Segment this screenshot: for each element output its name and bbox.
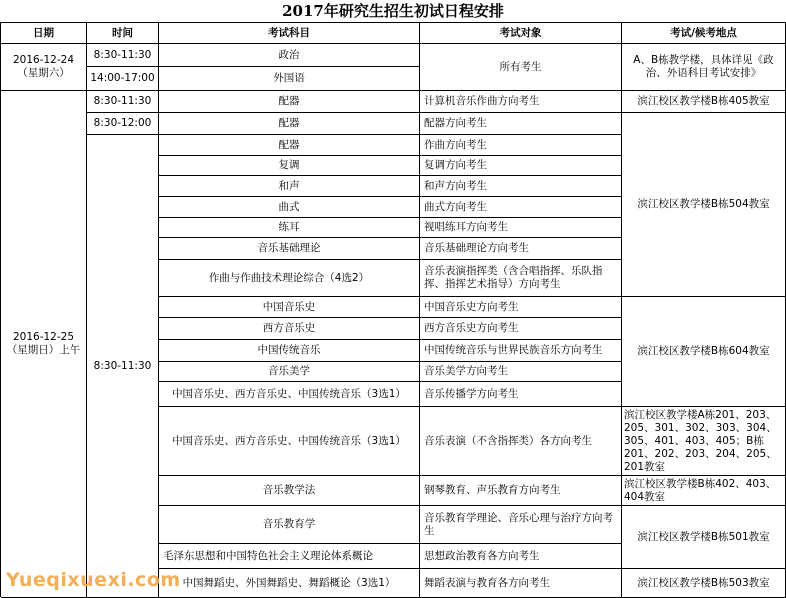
subject-cell: 作曲与作曲技术理论综合（4选2）	[159, 260, 420, 297]
subject-cell: 毛泽东思想和中国特色社会主义理论体系概论	[159, 544, 420, 569]
target-cell: 作曲方向考生	[420, 135, 622, 156]
subject-cell: 音乐教学法	[159, 476, 420, 506]
location-cell: 滨江校区教学楼B栋504教室	[622, 113, 786, 297]
subject-cell: 音乐教育学	[159, 506, 420, 544]
subject-cell: 中国舞蹈史、外国舞蹈史、舞蹈概论（3选1）	[159, 569, 420, 598]
time-cell: 8:30-11:30	[87, 44, 159, 67]
target-cell: 配器方向考生	[420, 113, 622, 135]
subject-cell: 中国传统音乐	[159, 340, 420, 362]
location-cell: 滨江校区教学楼B栋402、403、404教室	[622, 476, 786, 506]
time-cell: 8:30-11:30	[87, 135, 159, 598]
target-cell: 视唱练耳方向考生	[420, 218, 622, 238]
subject-cell: 配器	[159, 91, 420, 113]
header-subject: 考试科目	[159, 23, 420, 44]
time-cell: 14:00-17:00	[87, 67, 159, 91]
target-cell: 所有考生	[420, 44, 622, 91]
subject-cell: 和声	[159, 176, 420, 197]
subject-cell: 西方音乐史	[159, 318, 420, 340]
location-cell: 滨江校区教学楼A栋201、203、205、301、302、303、304、305、401、403、405；B栋201、202、203、204、205、201教室	[622, 407, 786, 476]
subject-cell: 政治	[159, 44, 420, 67]
location-cell: 滨江校区教学楼B栋503教室	[622, 569, 786, 598]
target-cell: 中国音乐史方向考生	[420, 297, 622, 318]
header-date: 日期	[1, 23, 87, 44]
target-cell: 计算机音乐作曲方向考生	[420, 91, 622, 113]
time-cell: 8:30-11:30	[87, 91, 159, 113]
target-cell: 曲式方向考生	[420, 197, 622, 218]
target-cell: 复调方向考生	[420, 156, 622, 176]
site-watermark: Yueqixuexi.com	[6, 569, 181, 591]
location-cell: A、B栋教学楼，具体详见《政治、外语科目考试安排》	[622, 44, 786, 91]
header-time: 时间	[87, 23, 159, 44]
subject-cell: 配器	[159, 113, 420, 135]
subject-cell: 音乐基础理论	[159, 238, 420, 260]
header-target: 考试对象	[420, 23, 622, 44]
target-cell: 音乐美学方向考生	[420, 362, 622, 382]
target-cell: 西方音乐史方向考生	[420, 318, 622, 340]
target-cell: 中国传统音乐与世界民族音乐方向考生	[420, 340, 622, 362]
subject-cell: 音乐美学	[159, 362, 420, 382]
subject-cell: 练耳	[159, 218, 420, 238]
date-cell: 2016-12-25（星期日）上午	[1, 91, 87, 598]
location-cell: 滨江校区教学楼B栋501教室	[622, 506, 786, 569]
subject-cell: 复调	[159, 156, 420, 176]
subject-cell: 中国音乐史	[159, 297, 420, 318]
target-cell: 音乐传播学方向考生	[420, 382, 622, 407]
subject-cell: 外国语	[159, 67, 420, 91]
target-cell: 音乐表演（不含指挥类）各方向考生	[420, 407, 622, 476]
location-cell: 滨江校区教学楼B栋604教室	[622, 297, 786, 407]
location-cell: 滨江校区教学楼B栋405教室	[622, 91, 786, 113]
target-cell: 钢琴教育、声乐教育方向考生	[420, 476, 622, 506]
date-cell: 2016-12-24（星期六）	[1, 44, 87, 91]
target-cell: 音乐基础理论方向考生	[420, 238, 622, 260]
target-cell: 舞蹈表演与教育各方向考生	[420, 569, 622, 598]
target-cell: 和声方向考生	[420, 176, 622, 197]
subject-cell: 中国音乐史、西方音乐史、中国传统音乐（3选1）	[159, 407, 420, 476]
schedule-table	[0, 22, 786, 597]
subject-cell: 配器	[159, 135, 420, 156]
time-cell: 8:30-12:00	[87, 113, 159, 135]
target-cell: 音乐教育学理论、音乐心理与治疗方向考生	[420, 506, 622, 544]
header-location: 考试/候考地点	[622, 23, 786, 44]
subject-cell: 中国音乐史、西方音乐史、中国传统音乐（3选1）	[159, 382, 420, 407]
target-cell: 音乐表演指挥类（含合唱指挥、乐队指挥、指挥艺术指导）方向考生	[420, 260, 622, 297]
target-cell: 思想政治教育各方向考生	[420, 544, 622, 569]
page-title: 2017年研究生招生初试日程安排	[282, 2, 504, 20]
subject-cell: 曲式	[159, 197, 420, 218]
